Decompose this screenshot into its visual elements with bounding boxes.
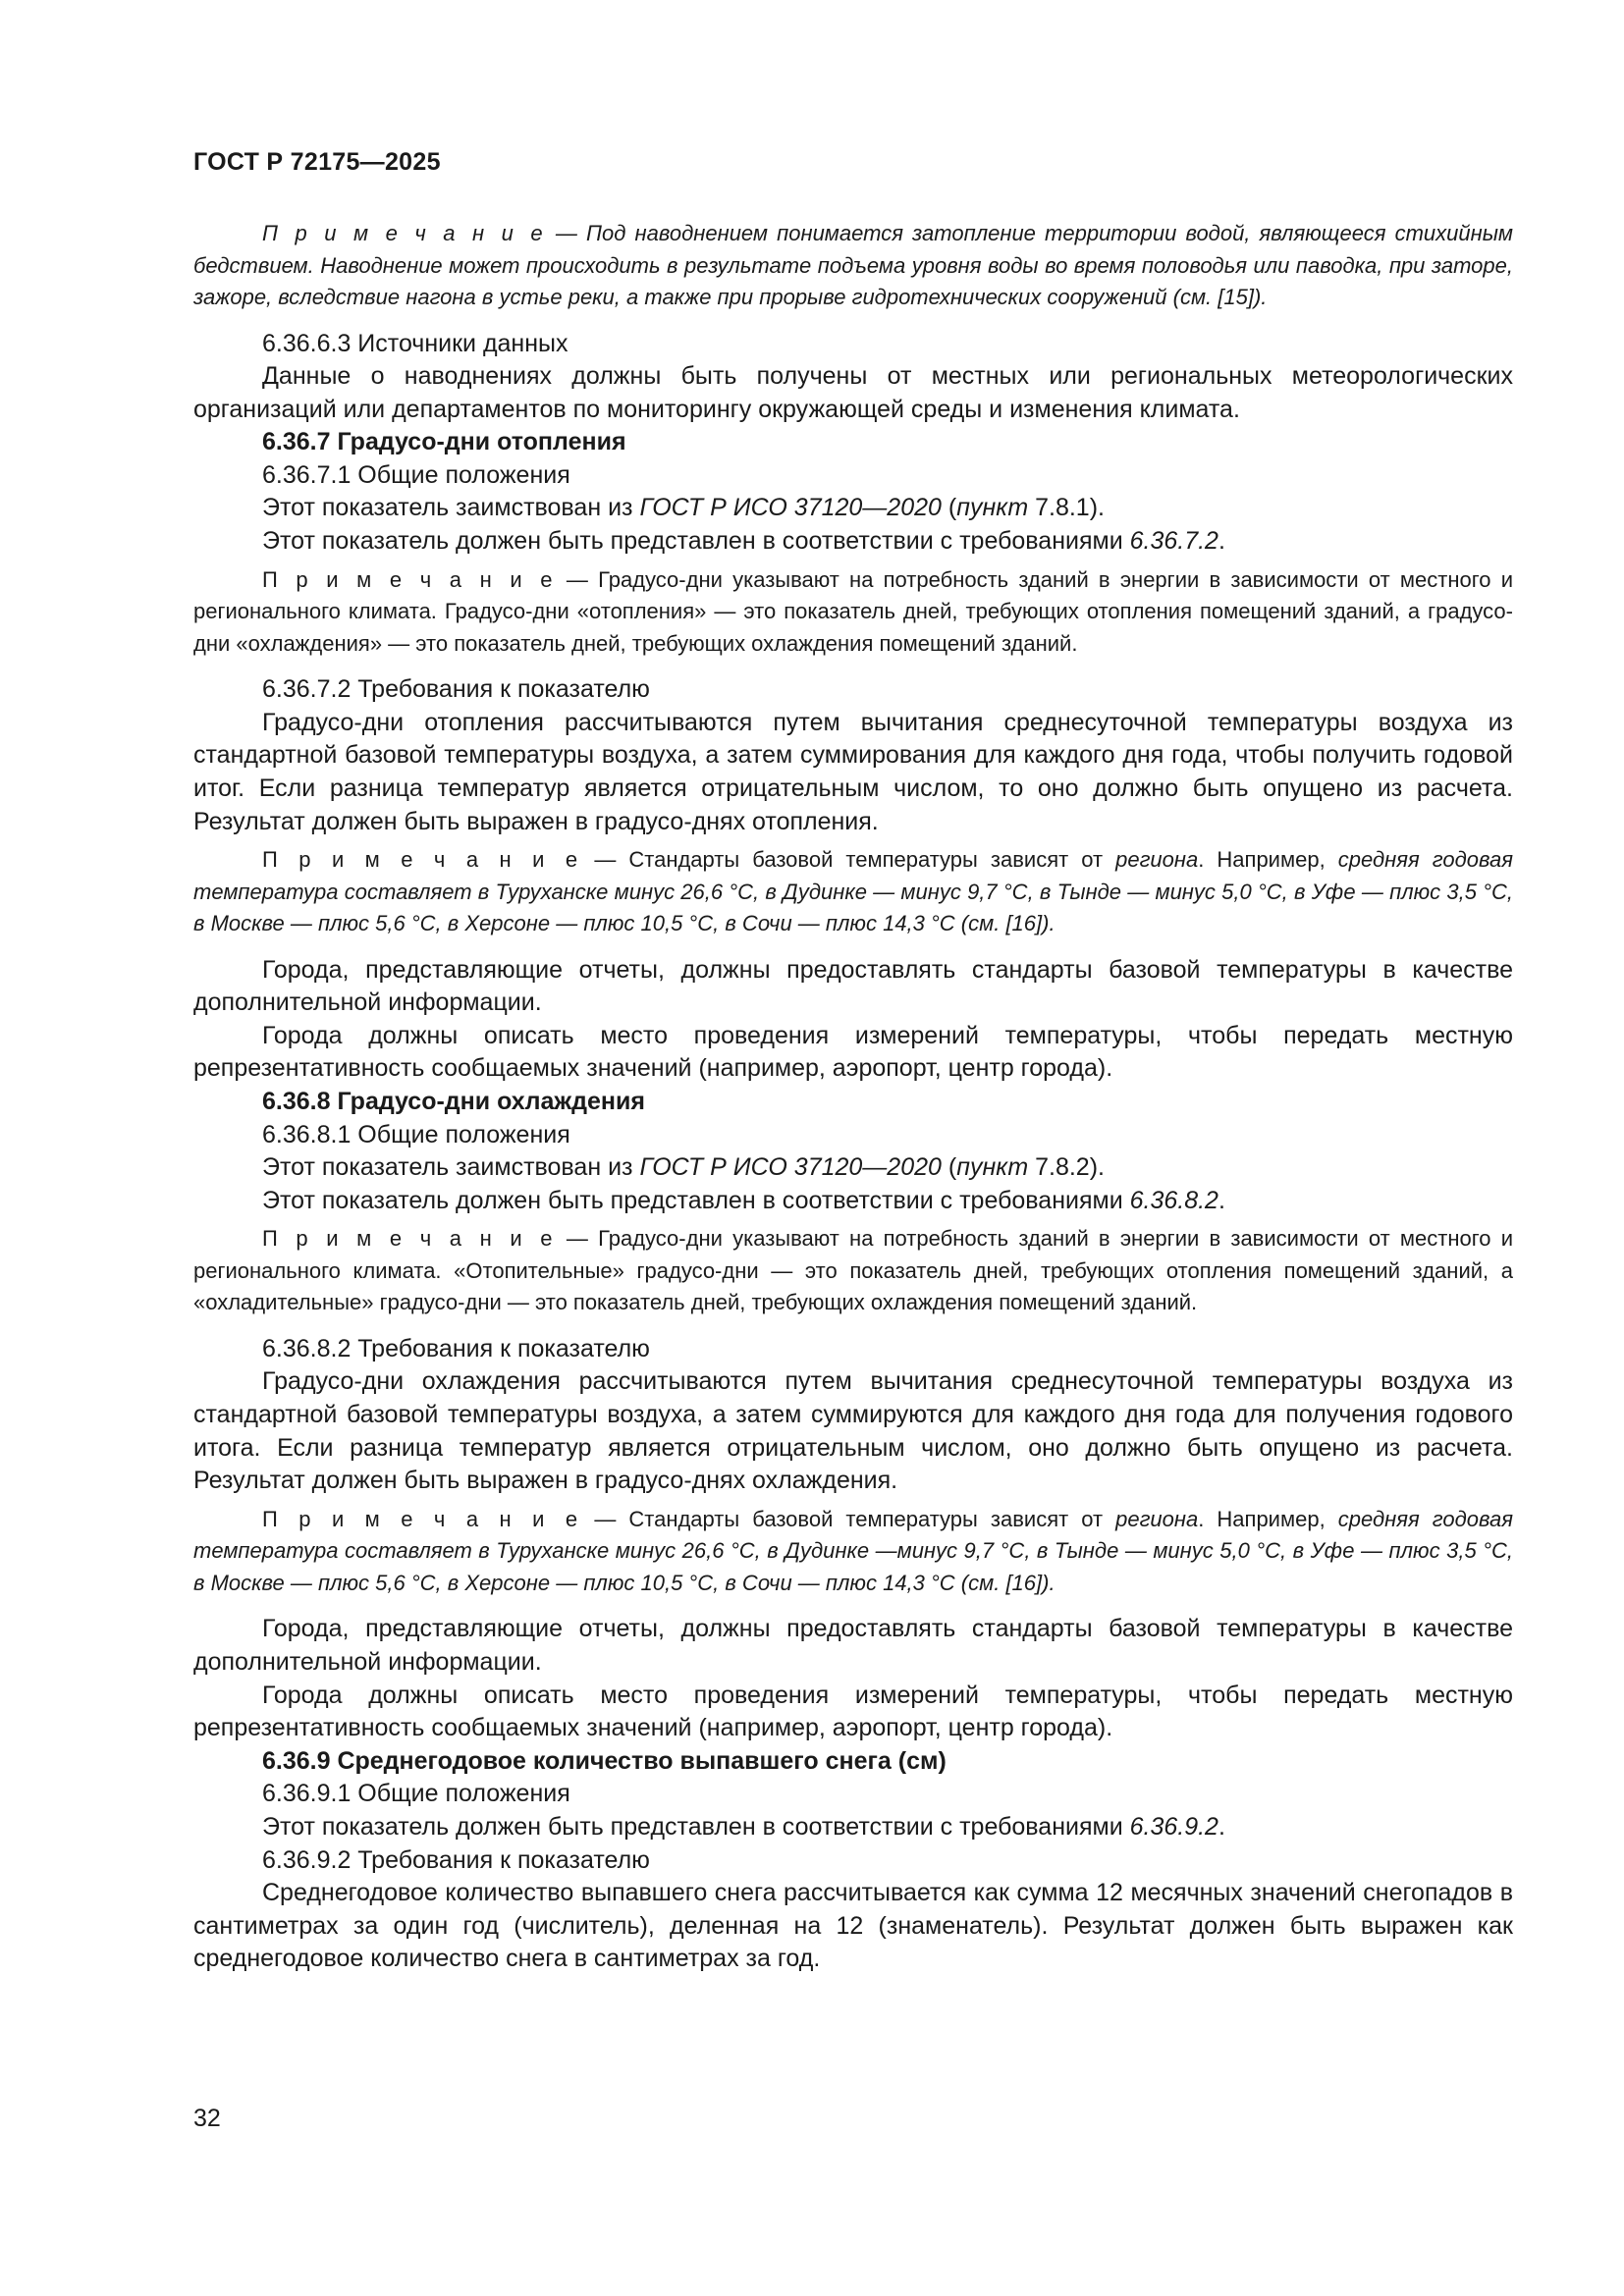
note-label: П р и м е ч а н и е [262,847,582,873]
note-label: П р и м е ч а н и е [262,1226,557,1252]
paragraph [193,525,1513,559]
note-text: — Градусо-дни указывают на потребность зданий в энергии в зависимости от местного и регионального климата. «Отопительные» градусо-дни — это показатель дней, требующих отопления помещений зданий, а «охладительные» градусо-дни — это показатель дней, требующих охлаждения помещений зданий. [193,1226,1513,1315]
paragraph: Города должны описать место проведения измерений температуры, чтобы передать местную репрезентативность сообщаемых значений (например, аэропорт, центр города). [193,1021,1513,1083]
section-heading: 6.36.7 Градусо-дни отопления [262,428,626,456]
note-cooling-degree-days [193,1223,1513,1319]
text-run: пункт [956,494,1029,522]
paragraph: Градусо-дни отопления рассчитываются путем вычитания среднесуточной температуры воздуха из стандартной базовой температуры воздуха, а затем суммирования для каждого дня года, чтобы получить годовой итог. Если разница температур является отрицательным числом, то оно должно быть опущено из расчета. Результат должен быть выражен в градусо-днях отопления. [193,708,1513,835]
note-label: П р и м е ч а н и е [262,566,557,592]
clause-heading: 6.36.9.2 Требования к показателю [262,1845,650,1874]
note-text: региона [1115,1506,1199,1531]
text-run: Этот показатель должен быть представлен в соответствии с требованиями [262,1186,1130,1214]
page-number: 32 [193,2105,221,2132]
text-run: 7.8.2). [1028,1153,1105,1182]
clause-reference: 6.36.7.2 [1129,527,1218,556]
paragraph: Градусо-дни охлаждения рассчитываются путем вычитания среднесуточной температуры воздуха из стандартной базовой температуры воздуха, а затем суммируются для каждого дня года для получения годового итога. Если разница температур является отрицательным числом, оно должно быть опущено из расчета. Результат должен быть выражен в градусо-днях охлаждения. [193,1367,1513,1495]
paragraph [193,1811,1513,1844]
clause-heading: 6.36.8.2 Требования к показателю [262,1334,650,1362]
text-run: ( [941,1153,957,1182]
paragraph [193,1151,1513,1185]
note-text: — Стандарты базовой температуры зависят от [581,847,1116,873]
clause-heading: 6.36.7.1 Общие положения [262,460,570,489]
standard-reference: ГОСТ Р ИСО 37120—2020 [639,1153,942,1182]
note-text: . Например, [1198,1506,1338,1531]
note-text: региона [1115,847,1199,873]
text-run: Этот показатель должен быть представлен в соответствии с требованиями [262,1812,1130,1841]
document-header: ГОСТ Р 72175—2025 [193,148,441,176]
clause-reference: 6.36.9.2 [1129,1812,1218,1841]
note-text: — Градусо-дни указывают на потребность зданий в энергии в зависимости от местного и регионального климата. Градусо-дни «отопления» — это показатель дней, требующих отопления помещений зданий, а градусо-дни «охлаждения» — это показатель дней, требующих охлаждения помещений зданий. [193,566,1513,656]
clause-heading: 6.36.9.1 Общие положения [262,1780,570,1808]
clause-heading: 6.36.7.2 Требования к показателю [262,675,650,704]
note-heating-degree-days [193,564,1513,661]
note-base-temperature [193,1504,1513,1600]
text-run: Этот показатель заимствован из [262,494,640,522]
paragraph: Среднегодовое количество выпавшего снега рассчитывается как сумма 12 месячных значений снегопадов в сантиметрах за один год (числитель), деленная на 12 (знаменатель). Результат должен быть выражен как среднегодовое количество снега в сантиметрах за год. [193,1879,1513,1973]
standard-reference: ГОСТ Р ИСО 37120—2020 [639,494,942,522]
text-run: Этот показатель заимствован из [262,1153,640,1182]
note-label: П р и м е ч а н и е [262,1506,582,1531]
text-run: . [1218,1186,1225,1214]
note-text: — Стандарты базовой температуры зависят от [581,1506,1116,1531]
document-body [193,218,1513,1976]
clause-heading: 6.36.6.3 Источники данных [262,329,568,357]
text-run: 7.8.1). [1028,494,1105,522]
note-text: средняя годовая температура составляет в Туруханске минус 26,6 °С, в Дудинке — минус 9,7 °С, в Тынде — минус 5,0 °С, в Уфе — плюс 3,5 °С, в Москве — плюс 5,6 °С, в Херсоне — плюс 10,5 °С, в Сочи — плюс 14,3 °С (см. [16]). [193,847,1513,936]
paragraph: Данные о наводнениях должны быть получены от местных или региональных метеорологических организаций или департаментов по мониторингу окружающей среды и изменения климата. [193,362,1513,423]
clause-heading: 6.36.8.1 Общие положения [262,1120,570,1148]
text-run: пункт [956,1153,1029,1182]
note-text: — Под наводнением понимается затопление территории водой, являющееся стихийным бедствием. Наводнение может происходить в результате подъема уровня воды во время половодья или паводка, при заторе, зажоре, вследствие нагона в устье реки, а также при прорыве гидротехнических сооружений (см. [15]). [193,221,1513,309]
note-text: . Например, [1198,847,1338,873]
text-run: . [1218,527,1225,556]
paragraph [193,1185,1513,1218]
note-flood-definition [193,218,1513,314]
text-run: ( [941,494,957,522]
note-text: средняя годовая температура составляет в Туруханске минус 26,6 °С, в Дудинке —минус 9,7 °С, в Тынде — минус 5,0 °С, в Уфе — плюс 3,5 °С, в Москве — плюс 5,6 °С, в Херсоне — плюс 10,5 °С, в Сочи — плюс 14,3 °С (см. [16]). [193,1506,1513,1595]
clause-reference: 6.36.8.2 [1129,1186,1218,1214]
text-run: . [1218,1812,1225,1841]
paragraph: Города, представляющие отчеты, должны предоставлять стандарты базовой температуры в качестве дополнительной информации. [193,1615,1513,1676]
paragraph: Города должны описать место проведения измерений температуры, чтобы передать местную репрезентативность сообщаемых значений (например, аэропорт, центр города). [193,1681,1513,1742]
note-base-temperature [193,844,1513,940]
text-run: Этот показатель должен быть представлен в соответствии с требованиями [262,527,1130,556]
section-heading: 6.36.9 Среднегодовое количество выпавшего снега (см) [262,1746,947,1775]
note-label: П р и м е ч а н и е [262,221,547,245]
paragraph [193,492,1513,525]
paragraph: Города, представляющие отчеты, должны предоставлять стандарты базовой температуры в качестве дополнительной информации. [193,955,1513,1017]
section-heading: 6.36.8 Градусо-дни охлаждения [262,1088,645,1115]
